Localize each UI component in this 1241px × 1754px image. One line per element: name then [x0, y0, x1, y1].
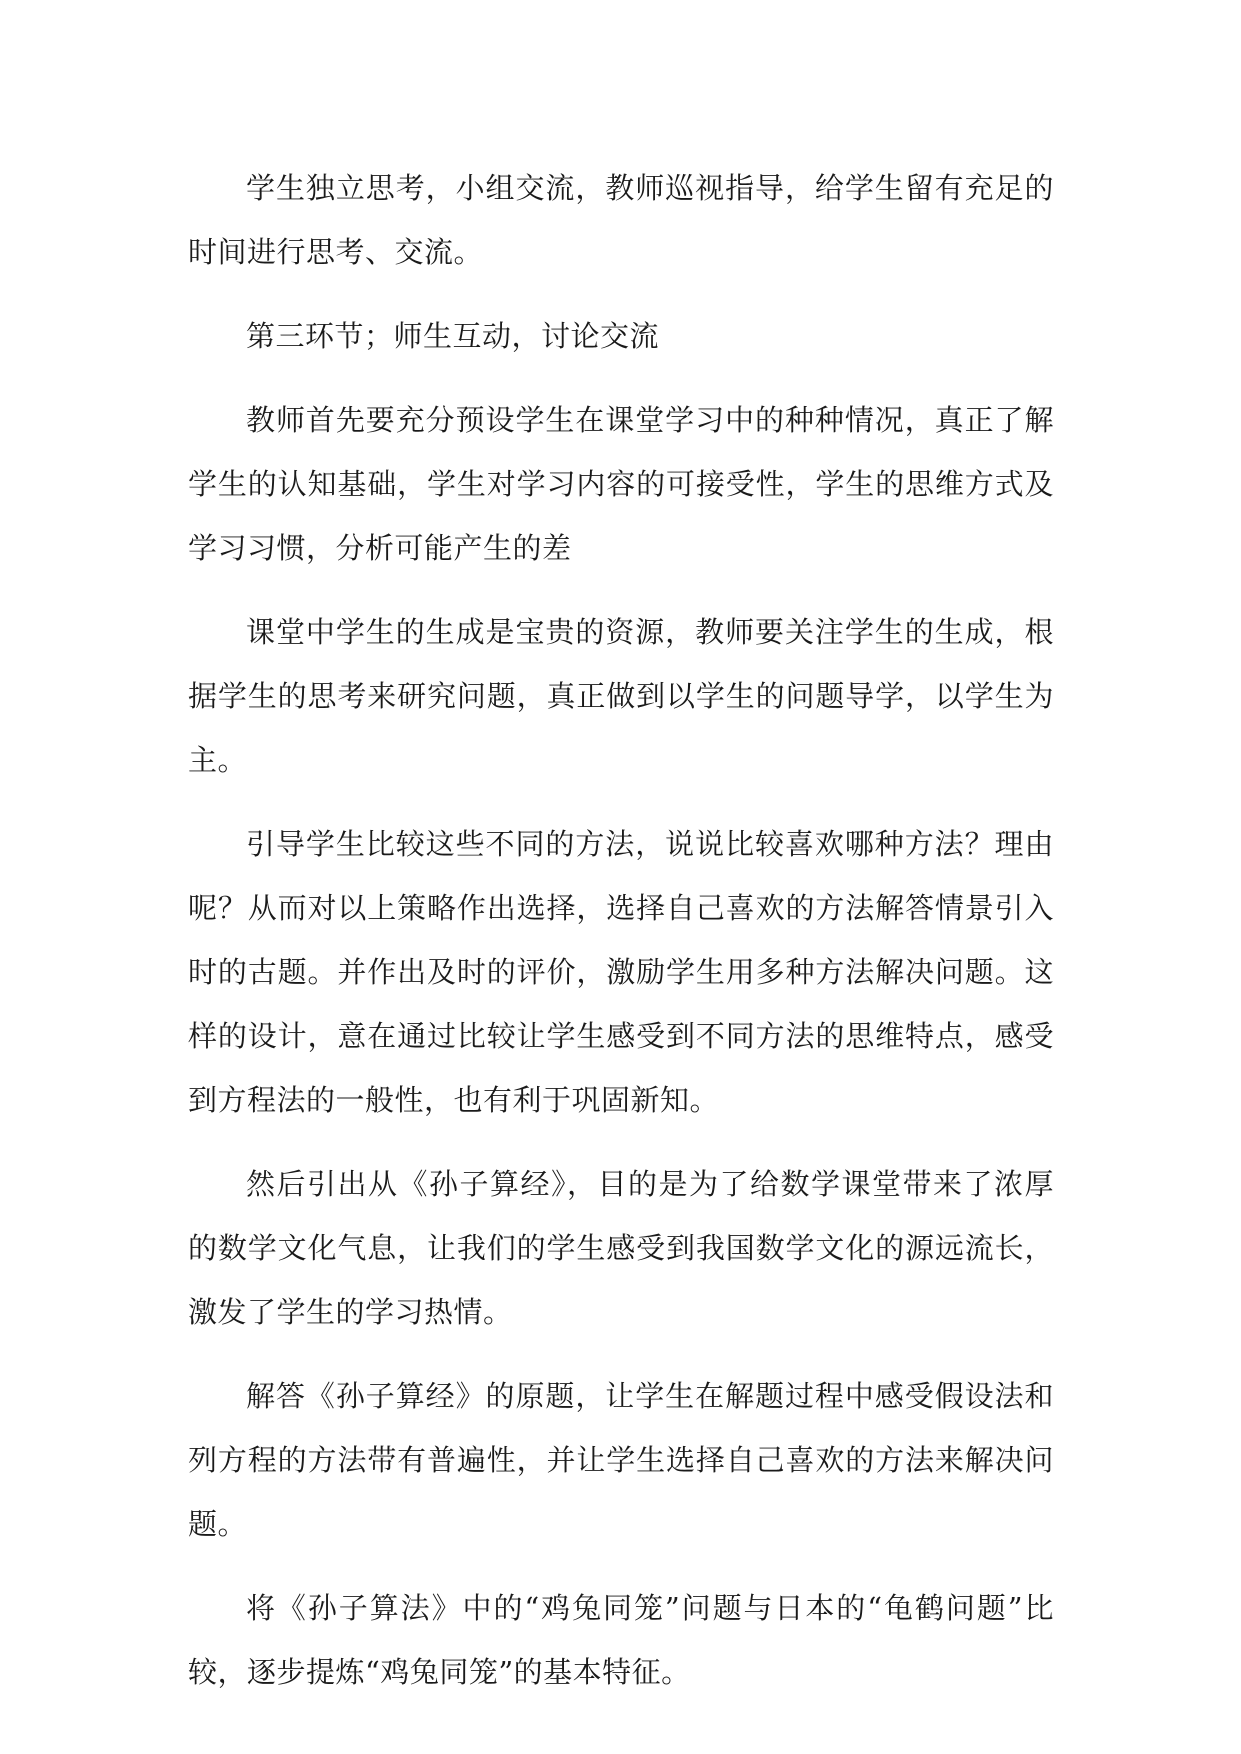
paragraph-5: 然后引出从《孙子算经》，目的是为了给数学课堂带来了浓厚的数学文化气息，让我们的学生感受到我国数学文化的源远流长，激发了学生的学习热情。: [188, 1167, 1054, 1329]
paragraph-7: 将《孙子算法》中的“鸡兔同笼”问题与日本的“龟鹤问题”比较，逐步提炼“鸡兔同笼”的基本特征。: [188, 1591, 1054, 1689]
section-heading-3: 第三环节；师生互动，讨论交流: [246, 319, 660, 353]
document-body: [188, 156, 1054, 1724]
paragraph-1: 学生独立思考，小组交流，教师巡视指导，给学生留有充足的时间进行思考、交流。: [188, 171, 1054, 269]
paragraph-2: 教师首先要充分预设学生在课堂学习中的种种情况，真正了解学生的认知基础，学生对学习内容的可接受性，学生的思维方式及学习习惯，分析可能产生的差: [188, 403, 1054, 565]
paragraph-4: 引导学生比较这些不同的方法，说说比较喜欢哪种方法？理由呢？从而对以上策略作出选择，选择自己喜欢的方法解答情景引入时的古题。并作出及时的评价，激励学生用多种方法解决问题。这样的设计，意在通过比较让学生感受到不同方法的思维特点，感受到方程法的一般性，也有利于巩固新知。: [188, 827, 1054, 1117]
paragraph-3: 课堂中学生的生成是宝贵的资源，教师要关注学生的生成，根据学生的思考来研究问题，真正做到以学生的问题导学，以学生为主。: [188, 615, 1054, 777]
paragraph-6: 解答《孙子算经》的原题，让学生在解题过程中感受假设法和列方程的方法带有普遍性，并让学生选择自己喜欢的方法来解决问题。: [188, 1379, 1054, 1541]
